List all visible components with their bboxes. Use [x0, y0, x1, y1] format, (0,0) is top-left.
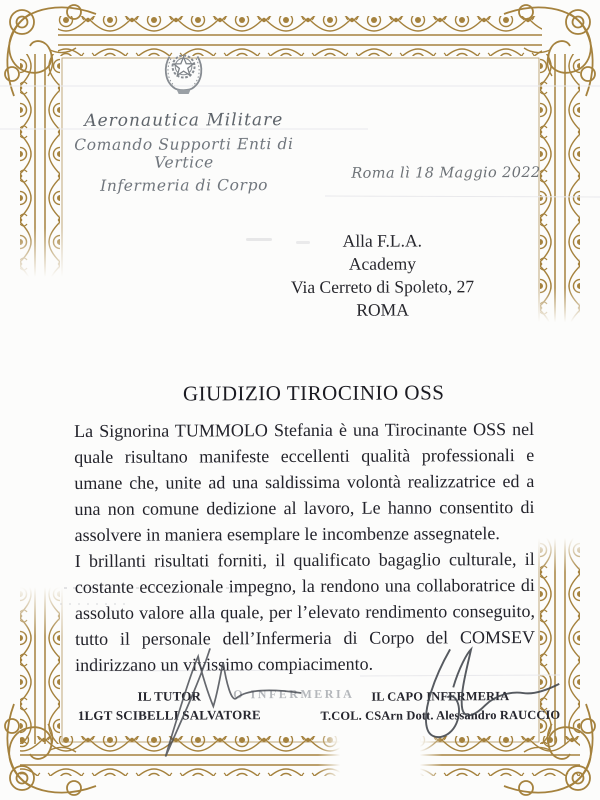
letterhead-organization: Aeronautica Militare [84, 110, 284, 131]
handwritten-signature-left-icon [165, 648, 301, 757]
handwritten-signature-right-icon [426, 649, 560, 737]
signature-name: T.COL. CSArn Dott. Alessandro RAUCCIO [320, 707, 561, 723]
recipient-line: Via Cerreto di Spoleto, 27 [290, 276, 475, 298]
signature-name: 1LGT SCIBELLI SALVATORE [77, 707, 261, 723]
recipient-line: ROMA [356, 299, 409, 320]
date-line: Roma lì 18 Maggio 2022 [351, 164, 541, 182]
body-paragraph: La Signorina TUMMOLO Stefania è una Tirocinante OSS nel quale risultano manifeste eccellenti qualità professionali e umane che, unite ad una saldissima volontà realizzatrice ed a una non comune dedizione al lavoro, Le hanno consentito di assolvere in maniera esemplare le incombenze assegnatele. [74, 418, 535, 545]
letterhead-unit: Infermeria di Corpo [100, 176, 269, 195]
letterhead-command: Comando Supporti Enti di Vertice [74, 135, 294, 172]
document-title: GIUDIZIO TIROCINIO OSS [182, 380, 445, 406]
body-paragraph: I brillanti risultati forniti, il qualificato bagaglio culturale, il costante eccezionale impegno, la rendono una collaboratrice di assoluto valore alla quale, per l’elevato rendimento conseguito, tutto il personale dell’Infermeria di Corpo del COMSEV indirizzano un vivissimo compiacimento. [74, 548, 536, 675]
ghost-stamp-text: O INFERMERIA [233, 686, 355, 702]
signature-role: IL TUTOR [137, 688, 202, 704]
signature-role: IL CAPO INFERMERIA [371, 689, 510, 704]
recipient-line: Academy [348, 253, 416, 274]
recipient-line: Alla F.L.A. [342, 230, 422, 251]
